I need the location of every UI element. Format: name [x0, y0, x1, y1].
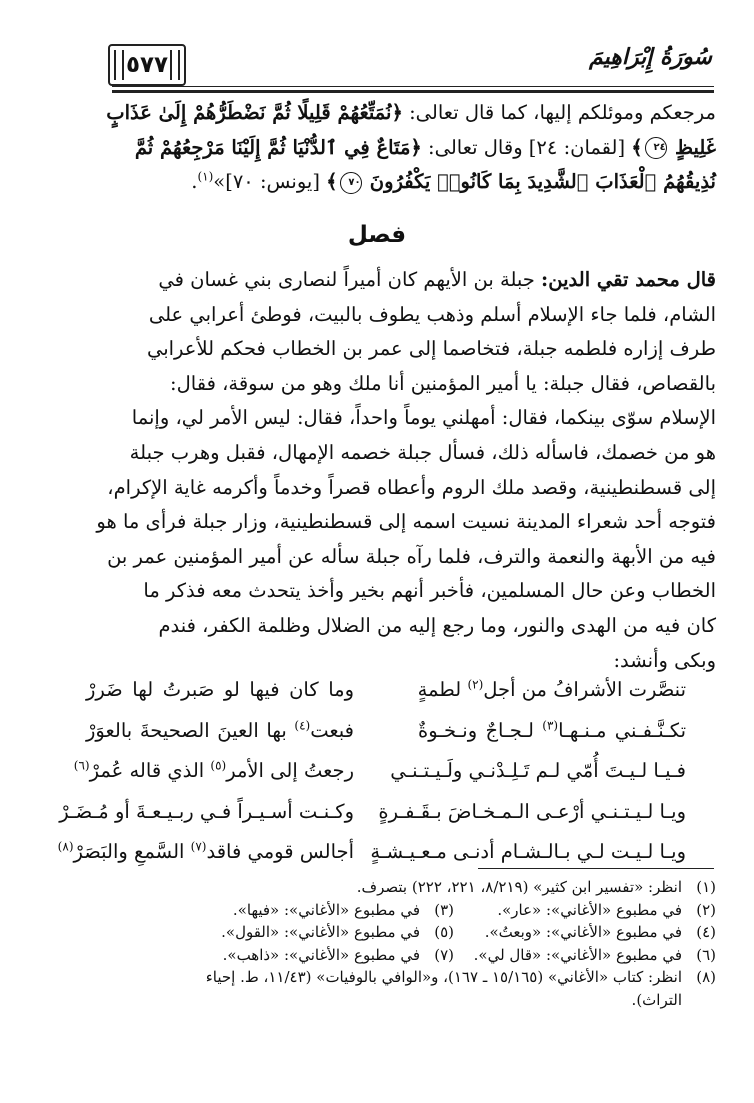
footnote-separator [478, 868, 714, 869]
section-heading: فصل [347, 222, 407, 248]
text-run: جبلة بن الأيهم كان أميراً لنصارى بني غسان في [158, 268, 542, 291]
page-number-frame [108, 44, 186, 86]
ayah-number-mark: ٢٤ [645, 137, 667, 159]
text-line: طرف إزاره فلطمه جبلة، فتخاصما إلى عمر بن الخطاب فحكم للأعرابي [146, 337, 716, 361]
speaker-label: قال محمد تقي الدين: [541, 268, 716, 291]
second-hemistich: رجعتُ إلى الأمر$^{(٥)}$ الذي قاله عُمرْ$^{(٦)}$ [73, 758, 354, 782]
text-run: . [191, 170, 198, 193]
footnote-ref: (٨) [57, 839, 74, 854]
poem-verse [57, 832, 686, 873]
footnote: (٤)في مطبوع «الأغاني»: «وبعتُ». [484, 923, 716, 941]
text-line: إلى قسطنطينية، وقصد ملك الروم وأعطاه قصراً وخدماً وأكرمه غاية الإكرام، [107, 475, 716, 499]
poem-verse [59, 792, 686, 833]
verse-reference: [يونس: ٧٠]» [213, 170, 327, 193]
text-line [40, 96, 716, 131]
footnote: (١)انظر: «تفسير ابن كثير» (٨/٢١٩، ٢٢١، ٢٢٢) بتصرف. [356, 878, 716, 896]
ayah-number-mark: ٧٠ [340, 172, 362, 194]
text-line [40, 263, 716, 298]
footnote-ref: (٥) [210, 758, 227, 773]
quran-verse: غَلِيظٍ [674, 135, 716, 159]
quran-bracket: ﴾ [631, 135, 643, 159]
footnote-ref: (٣) [542, 718, 559, 732]
intro-paragraph [40, 96, 716, 200]
footnote-ref: (٤) [294, 718, 311, 732]
footnote: (٥)في مطبوع «الأغاني»: «القول». [221, 923, 454, 941]
text-line: فتوجه أحد شعراء المدينة نسيت اسمه إلى قسطنطينية، وزار جبلة فرأى ما هو [96, 510, 716, 534]
poem-verse [73, 751, 686, 792]
first-hemistich: ويـا لـيـتـنـي أرْعـى الـمـخـاضَ بـقَـفـرةٍ [378, 799, 686, 823]
second-hemistich: فبعت$^{(٤)}$ بها العينَ الصحيحةَ بالعوَرْ [86, 718, 354, 742]
text-line: فيه من الأبهة والنعمة والترف، فلما رآه جبلة سأله عن أمير المؤمنين عمر بن [107, 544, 716, 568]
header-rule-thin [112, 86, 714, 87]
first-hemistich: تكـنَّـفـني مـنـهـا$^{(٣)}$ لـجـاجٌ ونـخـوةٌ [418, 718, 686, 742]
quran-bracket: ﴾ [326, 170, 338, 193]
text-line: بالقصاص، فقال جبلة: يا أمير المؤمنين أنا ملك وهو من سوقة، فقال: [170, 371, 716, 395]
text-line: الخطاب وعن حال المسلمين، فأخبر أنهم بخير وأخذ يتحدث معه فذكر ما [143, 579, 716, 603]
quran-verse: نُذِيقُهُمُ ٱلْعَذَابَ ٱلشَّدِيدَ بِمَا كَانُوا۟ يَكْفُرُونَ [369, 170, 716, 193]
text-line: الشام، فلما جاء الإسلام أسلم وذهب يطوف بالبيت، فوطئ أعرابي على [148, 302, 716, 326]
second-hemistich: وكـنـت أسـيـراً فـي ربـيـعـةَ أو مُـضَـرْ [59, 799, 354, 823]
main-paragraph [40, 263, 716, 678]
footnote-pair [40, 921, 716, 944]
second-hemistich: وما كان فيها لو صَبرتُ لها ضَررْ [86, 678, 354, 701]
footnote-pair [40, 944, 716, 967]
footnote: (٦)في مطبوع «الأغاني»: «قال لي». [473, 945, 716, 964]
footnotes [40, 876, 716, 1011]
text-run: مرجعكم وموئلكم إليها، كما قال تعالى: [402, 101, 716, 124]
footnote-pair [40, 899, 716, 922]
text-line: وبكى وأنشد: [613, 648, 716, 672]
page-header [108, 38, 714, 94]
text-line: الإسلام سوّى بينكما، فقال: أمهلني يوماً واحداً، فقال: ليس الأمر لي، وإنما [131, 406, 716, 430]
text-line [40, 131, 716, 166]
poem [57, 670, 686, 873]
quran-verse: ﴿مَتَاعٌ فِي ٱلدُّنْيَا ثُمَّ إِلَيْنَا مَرْجِعُهُمْ ثُمَّ [134, 135, 422, 159]
quran-verse: ﴿نُمَتِّعُهُمْ قَلِيلًا ثُمَّ نَضْطَرُّهُمْ إِلَىٰ عَذَابٍ [106, 101, 403, 124]
header-rule-thick [112, 90, 714, 93]
footnote-ref: (٧) [190, 839, 207, 854]
first-hemistich: ويـا لـيـت لـي بـالـشـام أدنـى مـعـيـشـةٍ [370, 840, 686, 863]
verse-reference: [لقمان: ٢٤] وقال تعالى: [421, 135, 632, 159]
footnote: (٧)في مطبوع «الأغاني»: «ذاهب». [222, 945, 454, 964]
poem-verse [86, 670, 686, 711]
second-hemistich: أجالس قومي فاقد$^{(٧)}$ السَّمعِ والبَصَرْ$^{(٨)}$ [57, 839, 354, 863]
first-hemistich: تنصَّرت الأشرافُ من أجل$^{(٢)}$ لطمةٍ [417, 677, 686, 701]
text-line: هو من خصمك، فاسأله ذلك، فسأل جبلة خصمه الإمهال، فقبل وهرب جبلة [129, 440, 716, 464]
footnote: (٣)في مطبوع «الأغاني»: «فيها». [232, 900, 454, 919]
running-title: سُورَةُ إِبْرَاهِيمَ [589, 44, 712, 70]
poem-verse [86, 711, 686, 752]
footnote: (٨)انظر: كتاب «الأغاني» (١٥/١٦٥ ـ ١٦٧)، و«الوافي بالوفيات» (١١/٤٣، ط. إحياء [205, 968, 716, 986]
footnote-ref: (٦) [73, 758, 90, 773]
text-line: كان فيه من الهدى والنور، وما رجع إليه من الضلال وظلمة الكفر، فندم [158, 613, 716, 637]
footnote-continuation: التراث). [631, 990, 682, 1009]
footnote-ref: (١) [197, 169, 214, 184]
footnote: (٢)في مطبوع «الأغاني»: «عار». [497, 900, 716, 919]
text-line [40, 165, 716, 200]
page-number: ٥٧٧ [125, 52, 169, 78]
first-hemistich: فـيـا لـيـتَ أُمّي لـم تَـلِـدْنـي ولَـيـتـنـي [390, 759, 686, 782]
footnote-ref: (٢) [467, 677, 484, 692]
